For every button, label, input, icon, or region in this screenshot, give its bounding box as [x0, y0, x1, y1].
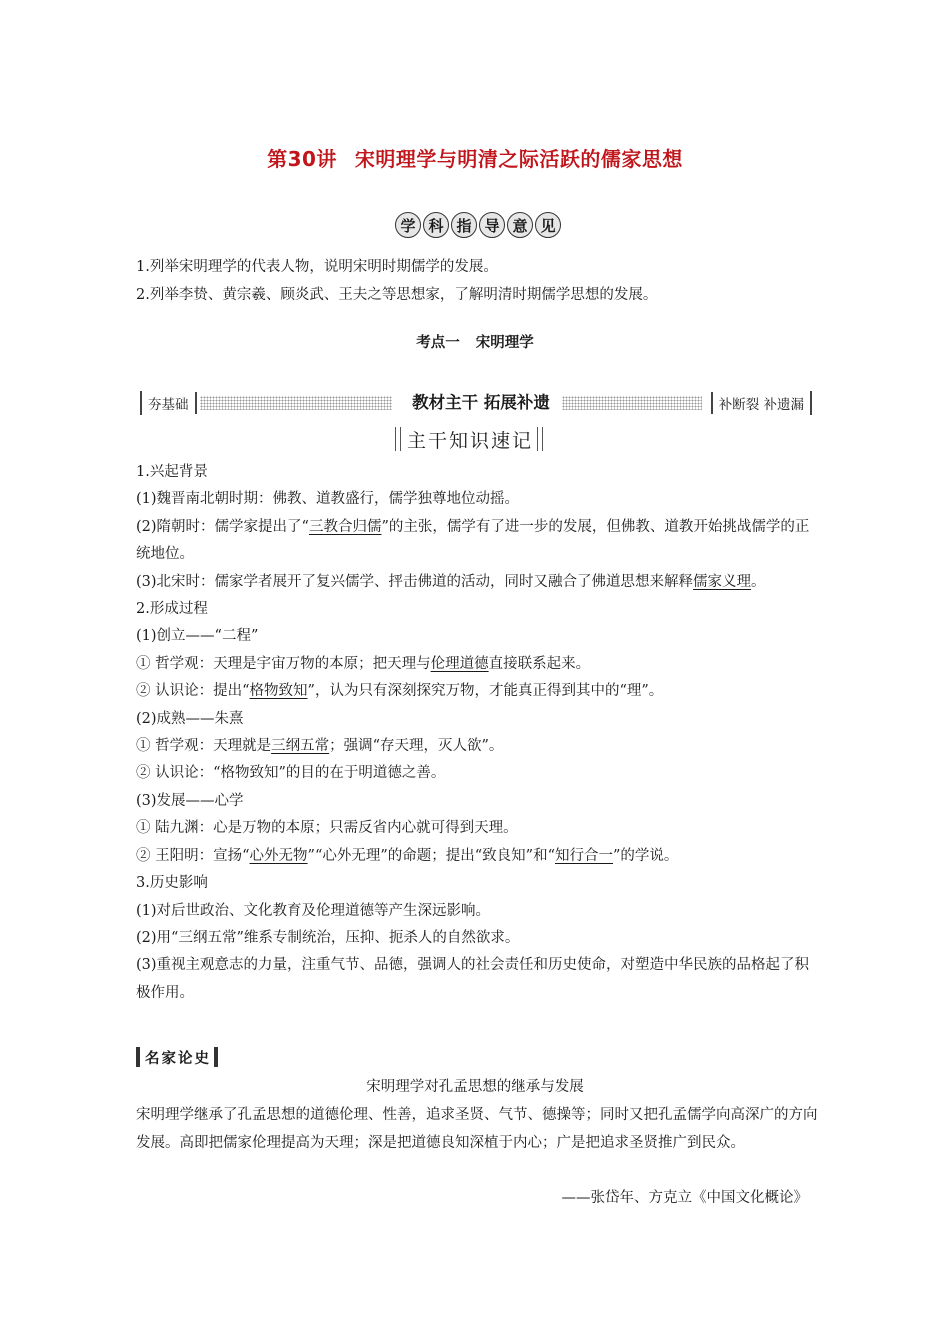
key-term: 儒家义理: [693, 573, 752, 590]
key-term: 格物致知: [249, 683, 308, 700]
heading-bar-left: [395, 427, 401, 451]
paragraph: (2)隋朝时：儒学家提出了“三教合归儒”的主张，儒学有了进一步的发展，但佛教、道教开始挑战儒学的正统地位。: [136, 518, 810, 563]
heading-bar-left: [136, 1047, 140, 1067]
guidance-list: [136, 253, 657, 309]
paragraph: (2)成熟——朱熹: [136, 710, 244, 727]
lesson-title: [0, 143, 950, 172]
band-right-label: 补断裂 补遗漏: [718, 397, 804, 413]
key-term: 伦理道德: [430, 655, 489, 672]
quote-title: 宋明理学对孔孟思想的继承与发展: [366, 1079, 584, 1095]
section-name: 宋明理学: [475, 335, 534, 351]
subheading: 1.兴起背景: [136, 464, 208, 480]
banner-char: 意: [507, 212, 533, 238]
section-label: 考点一: [416, 335, 460, 351]
quote-text: 宋明理学继承了孔孟思想的道德伦理、性善，追求圣贤、气节、德操等；同时又把孔孟儒学向高深广的方向发展。高即把儒家伦理提高为天理；深是把道德良知深植于内心；广是把追求圣贤推广到民众。: [136, 1107, 818, 1151]
lesson-number: 第30讲: [267, 147, 337, 171]
banner-char: 科: [423, 212, 449, 238]
quote-body: [136, 1101, 820, 1157]
paragraph: (3)重视主观意志的力量，注重气节、品德，强调人的社会责任和历史使命，对塑造中华民族的品格起了积极作用。: [136, 957, 810, 1001]
band-left-tag: [140, 391, 197, 415]
key-term: 三纲五常: [271, 738, 330, 755]
heading-bar-right: [214, 1047, 218, 1067]
paragraph: ① 哲学观：天理是宇宙万物的本原；把天理与伦理道德直接联系起来。: [136, 655, 591, 672]
guidance-item: 1.列举宋明理学的代表人物，说明宋明时期儒学的发展。: [136, 259, 498, 275]
scholar-heading: [136, 1045, 218, 1069]
knowledge-heading-text: 主干知识速记: [407, 429, 534, 452]
paragraph: (1)对后世政治、文化教育及伦理道德等产生深远影响。: [136, 902, 491, 919]
paragraph: (2)用“三纲五常”维系专制统治，压抑、扼杀人的自然欲求。: [136, 929, 520, 946]
paragraph: (3)北宋时：儒家学者展开了复兴儒学、抨击佛道的活动，同时又融合了佛道思想来解释儒家义理。: [136, 573, 766, 590]
band-left-label: 夯基础: [148, 397, 189, 413]
band-right-tag: [711, 391, 812, 415]
guidance-item: 2.列举李贽、黄宗羲、顾炎武、王夫之等思想家，了解明清时期儒学思想的发展。: [136, 287, 658, 303]
lesson-title-text: 宋明理学与明清之际活跃的儒家思想: [354, 147, 683, 171]
section-heading: [0, 331, 950, 352]
knowledge-content: [136, 459, 820, 1007]
subheading: 3.历史影响: [136, 875, 208, 892]
quote-source: ——张岱年、方克立《中国文化概论》: [561, 1190, 808, 1206]
key-term: 知行合一: [555, 847, 614, 864]
knowledge-heading: [395, 425, 543, 453]
key-term: 心外无物: [249, 847, 308, 864]
paragraph: ② 认识论：提出“格物致知”，认为只有深刻探究万物，才能真正得到其中的“理”。: [136, 683, 664, 700]
banner-char: 指: [451, 212, 477, 238]
scholar-heading-text: 名家论史: [145, 1050, 211, 1067]
section-band: [140, 391, 812, 415]
banner-char: 学: [395, 212, 421, 238]
paragraph: ① 陆九渊：心是万物的本原；只需反省内心就可得到天理。: [136, 820, 518, 837]
paragraph: ② 王阳明：宣扬“心外无物”“心外无理”的命题；提出“致良知”和“知行合一”的学说。: [136, 847, 679, 864]
paragraph: ① 哲学观：天理就是三纲五常；强调“存天理，灭人欲”。: [136, 738, 504, 755]
band-center-title: 教材主干 拓展补遗: [412, 393, 550, 412]
key-term: 三教合归儒: [308, 518, 382, 535]
dotted-fill-left: [200, 396, 392, 410]
dotted-fill-right: [562, 396, 702, 410]
paragraph: (1)魏晋南北朝时期：佛教、道教盛行，儒学独尊地位动摇。: [136, 491, 520, 508]
subject-guidance-banner: [394, 210, 562, 240]
banner-char: 见: [535, 212, 561, 238]
paragraph: (3)发展——心学: [136, 792, 244, 809]
subheading: 2.形成过程: [136, 601, 208, 618]
paragraph: (1)创立——“二程”: [136, 628, 259, 645]
heading-bar-right: [537, 427, 543, 451]
paragraph: ② 认识论：“格物致知”的目的在于明道德之善。: [136, 765, 446, 782]
banner-char: 导: [479, 212, 505, 238]
